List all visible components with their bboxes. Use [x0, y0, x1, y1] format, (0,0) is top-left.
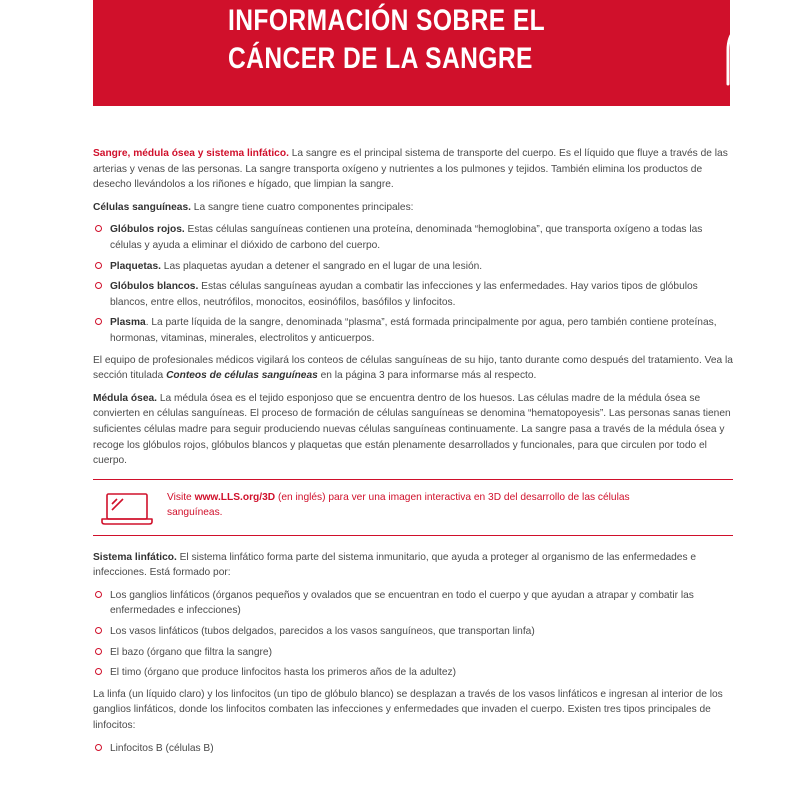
list-term: Glóbulos blancos. [110, 281, 199, 293]
list-text: Linfocitos B (células B) [110, 742, 214, 754]
laptop-icon [101, 492, 153, 526]
marrow-paragraph [93, 391, 733, 469]
title-line-2: CÁNCER DE LA SANGRE [228, 42, 533, 75]
marrow-text: La médula ósea es el tejido esponjoso que se encuentra dentro de los huesos. Las células madre de la médula ósea se convierten en células sanguíneas. El proceso de formación de células sanguíneas se denomina “hematopoyesis”. Las personas sanas tienen suficientes células madre para seguir produciendo nuevas células sanguíneas continuamente. La sangre pasa a través de la médula ósea y recoge los glóbulos rojos, glóbulos blancos y plaquetas que están plenamente desarrollados y funcionales, para que circulen por todo el cuerpo. [93, 392, 731, 467]
lymph-text: El sistema linfático forma parte del sistema inmunitario, que ayuda a proteger al organismo de las enfermedades e infecciones. Está formado por: [93, 551, 697, 579]
lymph-list [93, 588, 733, 681]
title-line-1: INFORMACIÓN SOBRE EL [228, 4, 546, 37]
bullet-icon [95, 648, 102, 655]
list-item [93, 645, 733, 661]
list-item [93, 741, 733, 757]
bullet-icon [95, 262, 102, 269]
bullet-icon [95, 668, 102, 675]
bullet-icon [95, 282, 102, 289]
list-item [93, 588, 733, 619]
bullet-icon [95, 744, 102, 751]
list-term: Plasma [110, 317, 146, 329]
list-item [93, 259, 733, 275]
callout-prefix: Visite [167, 491, 195, 503]
page-title [228, 2, 545, 78]
lymph-heading: Sistema linfático. [93, 551, 177, 563]
list-term: Glóbulos rojos. [110, 224, 185, 236]
lymph-paragraph [93, 550, 733, 581]
lls-3d-link[interactable]: www.LLS.org/3D [194, 491, 276, 503]
list-item [93, 315, 733, 346]
bullet-icon [95, 627, 102, 634]
parent-holding-child-icon [720, 0, 800, 96]
cells-list [93, 222, 733, 346]
list-text: . La parte líquida de la sangre, denominada “plasma”, está formada principalmente por agua, pero también contiene proteínas, hormonas, vitaminas, minerales, electrolitos y anticuerpos. [110, 317, 717, 344]
document-body [93, 146, 733, 762]
cells-text: La sangre tiene cuatro componentes principales: [190, 201, 414, 213]
list-item [93, 665, 733, 681]
section-reference-link[interactable]: Conteos de células sanguíneas [166, 370, 318, 382]
header-banner [93, 0, 730, 106]
list-item [93, 279, 733, 310]
cells-heading: Células sanguíneas. [93, 201, 191, 213]
monitoring-text-1: El equipo de profesionales médicos vigilará los conteos de células sanguíneas de su hijo, tanto durante como después del tratamiento. Vea la sección titulada [93, 354, 733, 382]
list-item [93, 624, 733, 640]
bullet-icon [95, 591, 102, 598]
list-term: Plaquetas. [110, 260, 161, 272]
marrow-heading: Médula ósea. [93, 392, 157, 404]
callout-text [167, 490, 637, 521]
callout-suffix: (en inglés) para ver una imagen interactiva en 3D del desarrollo de las células sanguíneas. [167, 491, 630, 519]
list-text: Estas células sanguíneas ayudan a combatir las infecciones y las enfermedades. Hay varios tipos de glóbulos blancos, entre ellos, neutrófilos, monocitos, eosinófilos, basófilos y linfocitos. [110, 281, 698, 308]
list-text: Las plaquetas ayudan a detener el sangrado en el lugar de una lesión. [160, 260, 483, 272]
list-item [93, 222, 733, 253]
list-text: El timo (órgano que produce linfocitos hasta los primeros años de la adultez) [110, 667, 456, 679]
list-text: Los vasos linfáticos (tubos delgados, parecidos a los vasos sanguíneos, que transportan linfa) [110, 626, 535, 638]
lymph-flow-paragraph: La linfa (un líquido claro) y los linfocitos (un tipo de glóbulo blanco) se desplazan a través de los vasos linfáticos e ingresan al interior de los ganglios linfáticos, donde los linfocitos combaten las infecciones y enfermedades que invaden el cuerpo. Existen tres tipos principales de linfocitos: [93, 688, 723, 732]
intro-heading: Sangre, médula ósea y sistema linfático. [93, 148, 289, 159]
lymphocyte-types-list [93, 741, 733, 757]
monitoring-paragraph [93, 353, 733, 384]
intro-paragraph [93, 146, 733, 193]
bullet-icon [95, 318, 102, 325]
list-text: Estas células sanguíneas contienen una proteína, denominada “hemoglobina”, que transporta oxígeno a todas las células y ayuda a eliminar el dióxido de carbono del cuerpo. [110, 224, 703, 251]
list-text: El bazo (órgano que filtra la sangre) [110, 646, 272, 658]
bullet-icon [95, 225, 102, 232]
intro-text: La sangre es el principal sistema de transporte del cuerpo. Es el líquido que fluye a través de las arterias y venas de las personas. La sangre transporta oxígeno y nutrientes a los pulmones y tejidos. También elimina los productos de desecho llevándolos a los riñones e hígado, que limpian la sangre. [93, 148, 728, 191]
cells-paragraph [93, 200, 733, 216]
monitoring-text-2: en la página 3 para informarse más al respecto. [317, 370, 537, 382]
callout-box [93, 479, 733, 536]
list-text: Los ganglios linfáticos (órganos pequeños y ovalados que se encuentran en todo el cuerpo y que ayudan a atrapar y combatir las enfermedades e infecciones) [110, 589, 694, 617]
